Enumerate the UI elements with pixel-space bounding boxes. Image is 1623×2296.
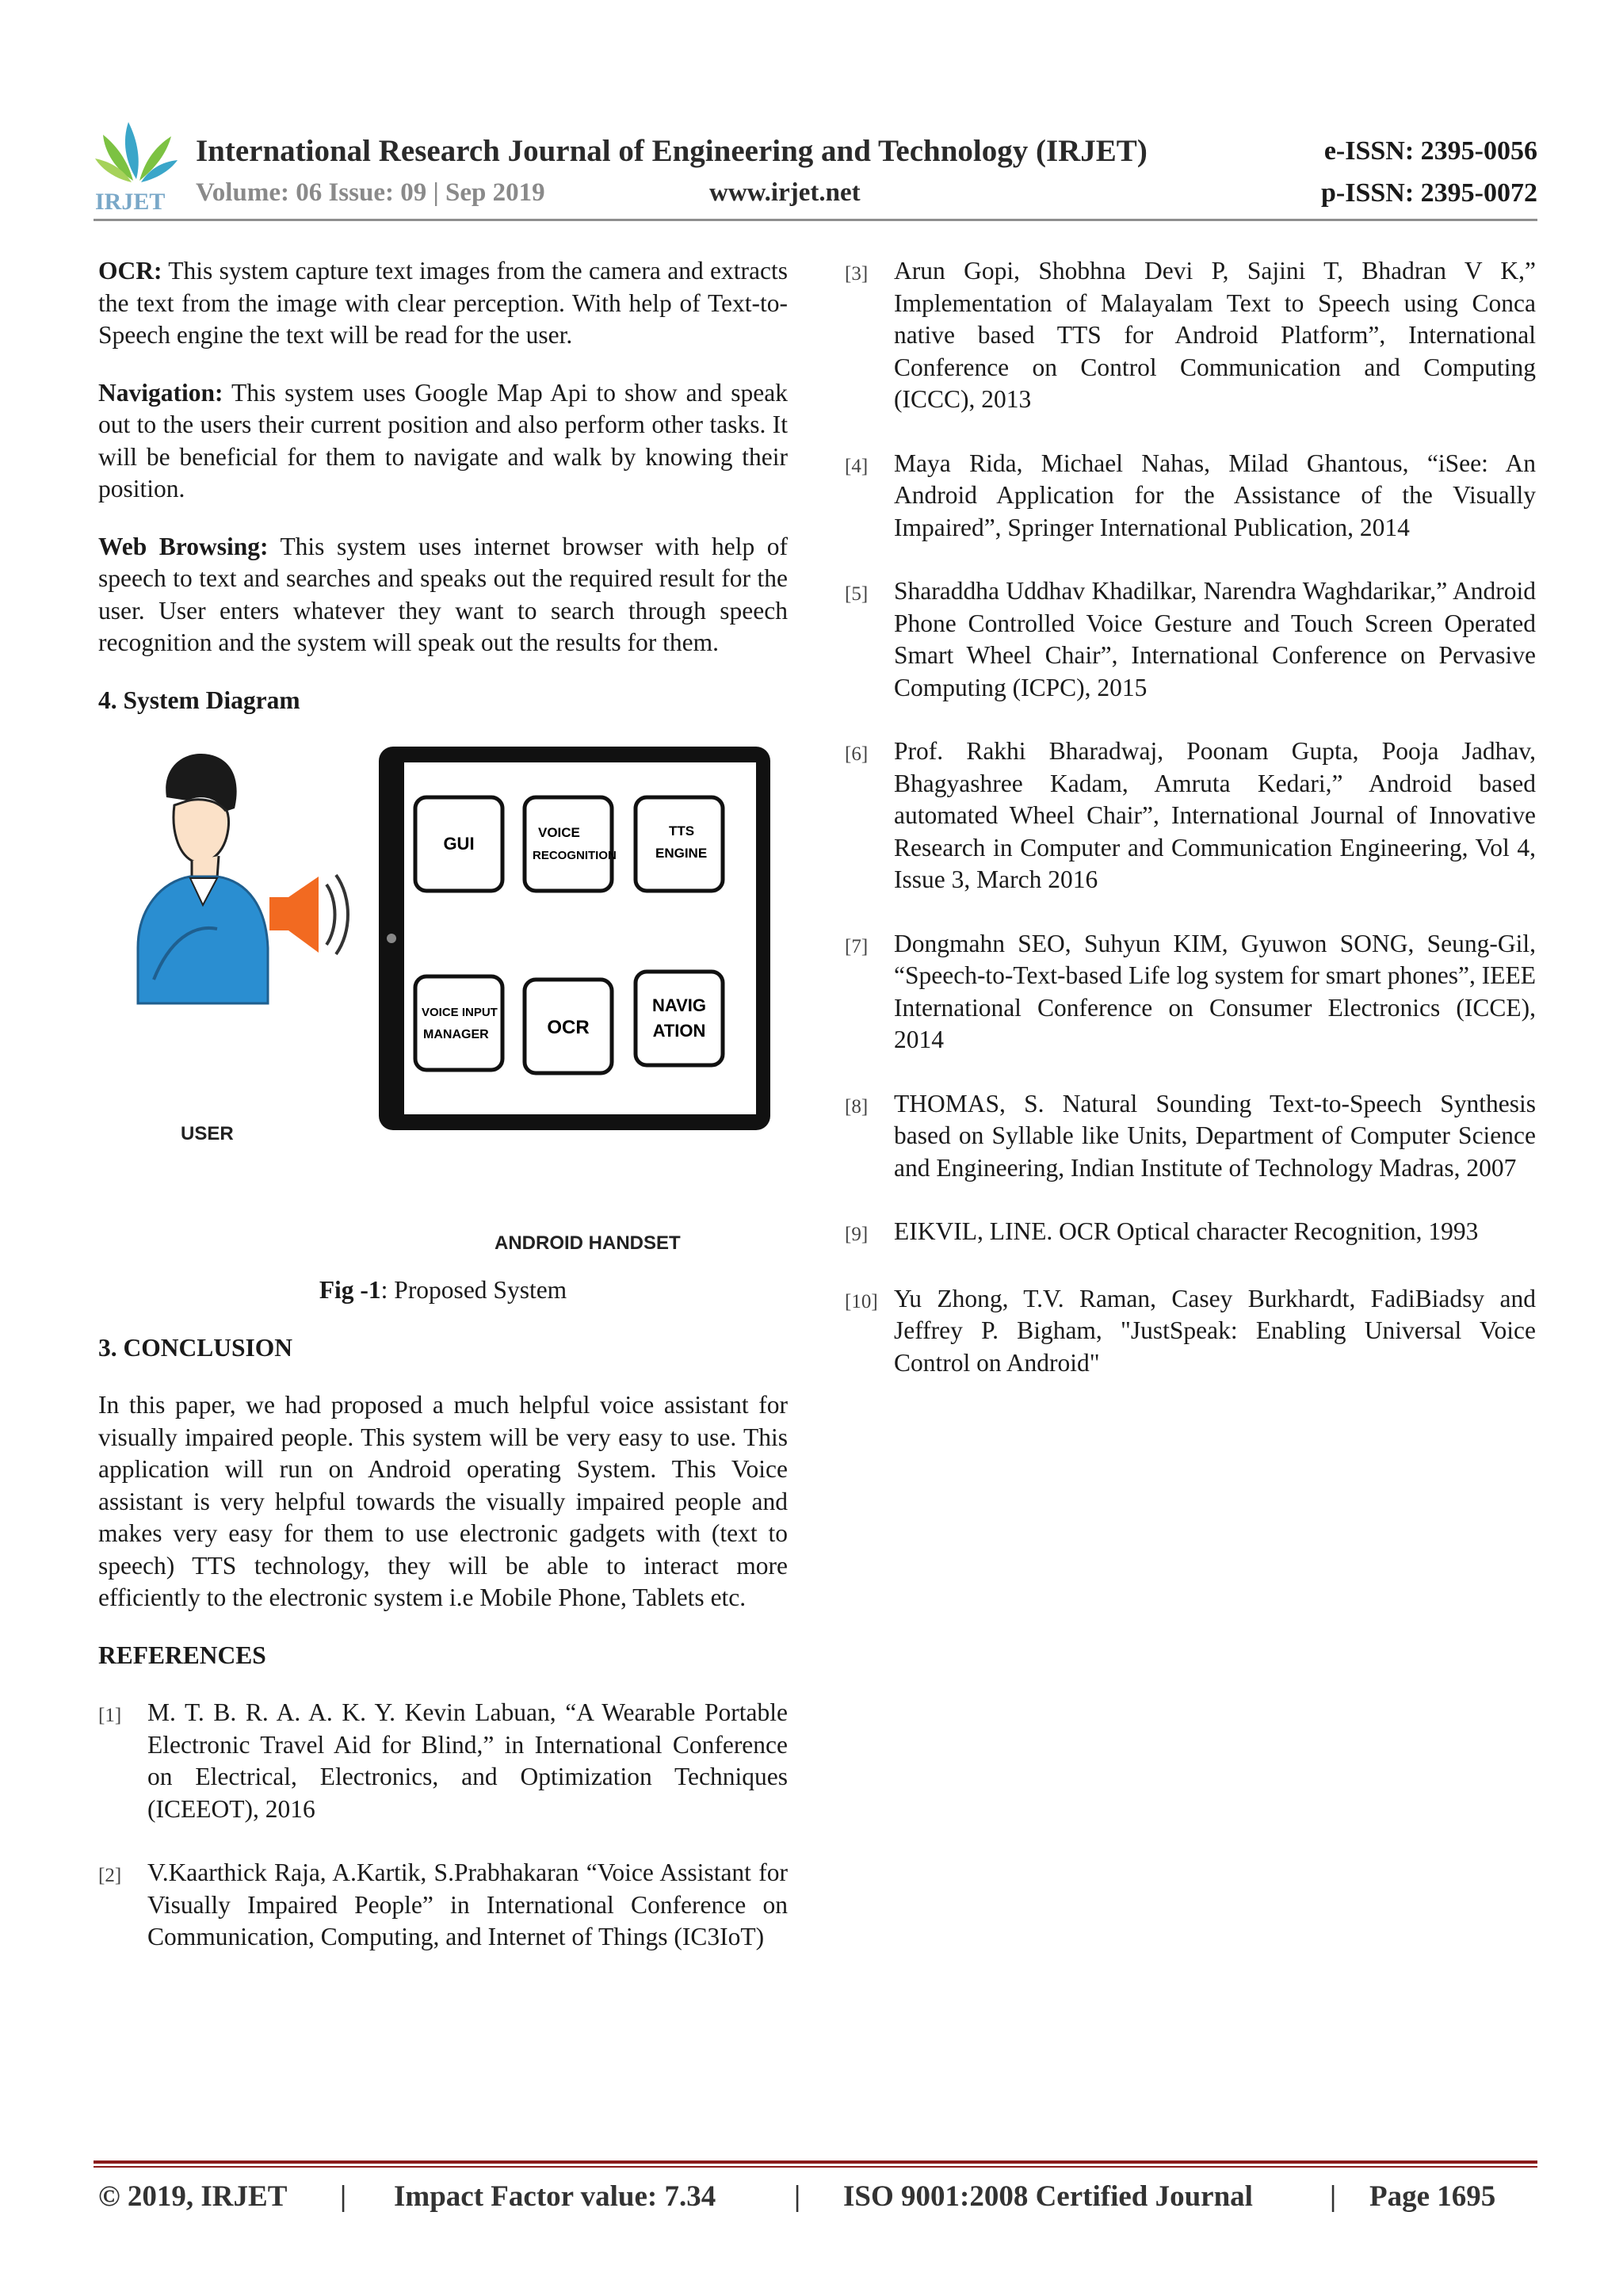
reference-number: [8]	[845, 1095, 869, 1117]
module-box-ocr	[525, 980, 612, 1073]
reference-text: V.Kaarthick Raja, A.Kartik, S.Prabhakaran “Voice Assistant for Visually Impaired People” in International Conference on Communication, Computing, and Internet of Things (IC3IoT)	[147, 1859, 788, 1950]
reference-item	[98, 1697, 788, 1825]
module-box-tts-engine	[636, 797, 723, 891]
figure-caption-text: : Proposed System	[380, 1276, 567, 1304]
footer-page-number: Page 1695	[1369, 2180, 1496, 2213]
volume-issue: Volume: 06 Issue: 09 | Sep 2019	[196, 178, 545, 207]
footer-impact-factor: Impact Factor value: 7.34	[394, 2180, 716, 2213]
conclusion-paragraph: In this paper, we had proposed a much helpful voice assistant for visually impaired people. This system will be very easy to use. This application will run on Android operating System. This Voice assistant is very helpful towards the visually impaired people and makes very easy for them to use electronic gadgets with (text to speech) TTS technology, they will be able to interact more efficiently to the electronic system i.e Mobile Phone, Tablets etc.	[98, 1391, 788, 1611]
reference-number: [7]	[845, 935, 869, 957]
module-label: VOICE INPUT	[422, 1006, 498, 1019]
reference-item	[845, 255, 1536, 416]
user-label: USER	[181, 1123, 234, 1144]
reference-number: [6]	[845, 743, 869, 765]
reference-item	[845, 1216, 1536, 1251]
ocr-text: This system capture text images from the camera and extracts the text from the image with clear perception. With help of Text-to-Speech engine the text will be read for the user.	[98, 257, 788, 349]
reference-text: THOMAS, S. Natural Sounding Text-to-Speech Synthesis based on Syllable like Units, Department of Computer Science and Engineering, Indian Institute of Technology Madras, 2007	[894, 1089, 1536, 1182]
module-box-gui	[415, 797, 502, 891]
figure-caption	[98, 1274, 788, 1307]
reference-number: [5]	[845, 583, 869, 605]
module-label: RECOGNITION	[533, 849, 617, 862]
footer-separator: |	[794, 2180, 801, 2213]
footer-separator: |	[1330, 2180, 1337, 2213]
handset-label: ANDROID HANDSET	[495, 1232, 681, 1254]
web-browsing-label: Web Browsing:	[98, 532, 269, 560]
navigation-paragraph	[98, 377, 788, 506]
reference-text: Sharaddha Uddhav Khadilkar, Narendra Waghdarikar,” Android Phone Controlled Voice Gesture and Touch Screen Operated Smart Wheel Chair”, International Conference on Pervasive Computing (ICPC), 2015	[894, 577, 1536, 701]
web-browsing-paragraph	[98, 531, 788, 659]
navigation-label: Navigation:	[98, 378, 223, 407]
module-label: MANAGER	[423, 1028, 489, 1041]
footer-iso: ISO 9001:2008 Certified Journal	[843, 2180, 1253, 2213]
module-label: TTS	[669, 823, 695, 839]
reference-text: Maya Rida, Michael Nahas, Milad Ghantous, “iSee: An Android Application for the Assistance of the Visually Impaired”, Springer International Publication, 2014	[894, 449, 1536, 541]
reference-item	[845, 1283, 1536, 1380]
logo-leaves-icon	[95, 122, 178, 182]
reference-number: [2]	[98, 1865, 122, 1886]
footer-copyright: © 2019, IRJET	[98, 2180, 288, 2213]
irjet-logo	[94, 117, 179, 214]
reference-number: [10]	[845, 1290, 878, 1312]
system-diagram-figure	[98, 742, 788, 1265]
figure-caption-label: Fig -1	[319, 1276, 381, 1304]
reference-number: [1]	[98, 1705, 122, 1726]
reference-item	[845, 735, 1536, 896]
reference-text: M. T. B. R. A. A. K. Y. Kevin Labuan, “A Wearable Portable Electronic Travel Aid for Blind,” in International Conference on Electrical, Electronics, and Optimization Techniques (ICEEOT), 2016	[147, 1698, 788, 1823]
navigation-text: This system uses Google Map Api to show and speak out to the users their current position and also perform other tasks. It will be beneficial for them to navigate and walk by knowing their position.	[98, 378, 788, 502]
logo-text: IRJET	[95, 189, 166, 214]
module-label: ENGINE	[655, 846, 708, 861]
journal-title: International Research Journal of Engineering and Technology (IRJET)	[196, 134, 1148, 168]
reference-item	[845, 448, 1536, 544]
speaker-icon	[269, 875, 348, 954]
page-footer	[98, 2179, 1537, 2214]
module-label: OCR	[547, 1017, 590, 1038]
reference-text: Prof. Rakhi Bharadwaj, Poonam Gupta, Pooja Jadhav, Bhagyashree Kadam, Amruta Kedari,” Android based automated Wheel Chair”, International Journal of Innovative Research in Computer and Communication Engineering, Vol 4, Issue 3, March 2016	[894, 737, 1536, 893]
reference-item	[845, 575, 1536, 704]
module-box-voice-input-manager	[415, 976, 502, 1070]
website-link[interactable]: www.irjet.net	[709, 178, 861, 207]
reference-number: [9]	[845, 1224, 869, 1245]
references-heading: REFERENCES	[98, 1641, 266, 1669]
reference-text: Yu Zhong, T.V. Raman, Casey Burkhardt, FadiBiadsy and Jeffrey P. Bigham, "JustSpeak: Enabling Universal Voice Control on Android"	[894, 1284, 1536, 1377]
footer-divider-thin	[94, 2166, 1537, 2168]
reference-item	[845, 1088, 1536, 1185]
module-box-voice-recognition	[525, 797, 617, 891]
reference-text: Dongmahn SEO, Suhyun KIM, Gyuwon SONG, Seung-Gil, “Speech-to-Text-based Life log system for smart phones”, IEEE International Conference on Consumer Electronics (ICCE), 2014	[894, 929, 1536, 1053]
web-browsing-text: This system uses internet browser with help of speech to text and searches and speaks out the required result for the user. User enters whatever they want to search through speech recognition and the system will speak out the results for them.	[98, 532, 788, 656]
right-column	[845, 255, 1536, 1411]
reference-number: [3]	[845, 263, 869, 285]
module-label: NAVIG	[651, 995, 707, 1015]
module-label: ATION	[652, 1021, 706, 1041]
reference-item	[845, 928, 1536, 1056]
user-figure-icon	[138, 754, 268, 1003]
header-divider	[94, 219, 1537, 221]
reference-text: EIKVIL, LINE. OCR Optical character Recognition, 1993	[894, 1217, 1479, 1245]
ocr-paragraph	[98, 255, 788, 352]
module-label: VOICE	[538, 825, 580, 840]
system-diagram-svg	[98, 742, 788, 1265]
system-diagram-heading: 4. System Diagram	[98, 686, 300, 714]
footer-separator: |	[340, 2180, 347, 2213]
left-column	[98, 255, 788, 1985]
footer-divider	[94, 2160, 1537, 2164]
reference-number: [4]	[845, 455, 869, 477]
reference-item	[98, 1857, 788, 1954]
conclusion-heading: 3. CONCLUSION	[98, 1333, 293, 1362]
module-label: GUI	[443, 834, 475, 854]
p-issn: p-ISSN: 2395-0072	[1321, 178, 1537, 208]
e-issn: e-ISSN: 2395-0056	[1323, 136, 1537, 166]
ocr-label: OCR:	[98, 257, 162, 285]
reference-text: Arun Gopi, Shobhna Devi P, Sajini T, Bhadran V K,” Implementation of Malayalam Text to Speech using Conca native based TTS for Android Platform”, International Conference on Control Communication and Computing (ICCC), 2013	[894, 257, 1536, 413]
module-box-navigation	[636, 972, 723, 1065]
